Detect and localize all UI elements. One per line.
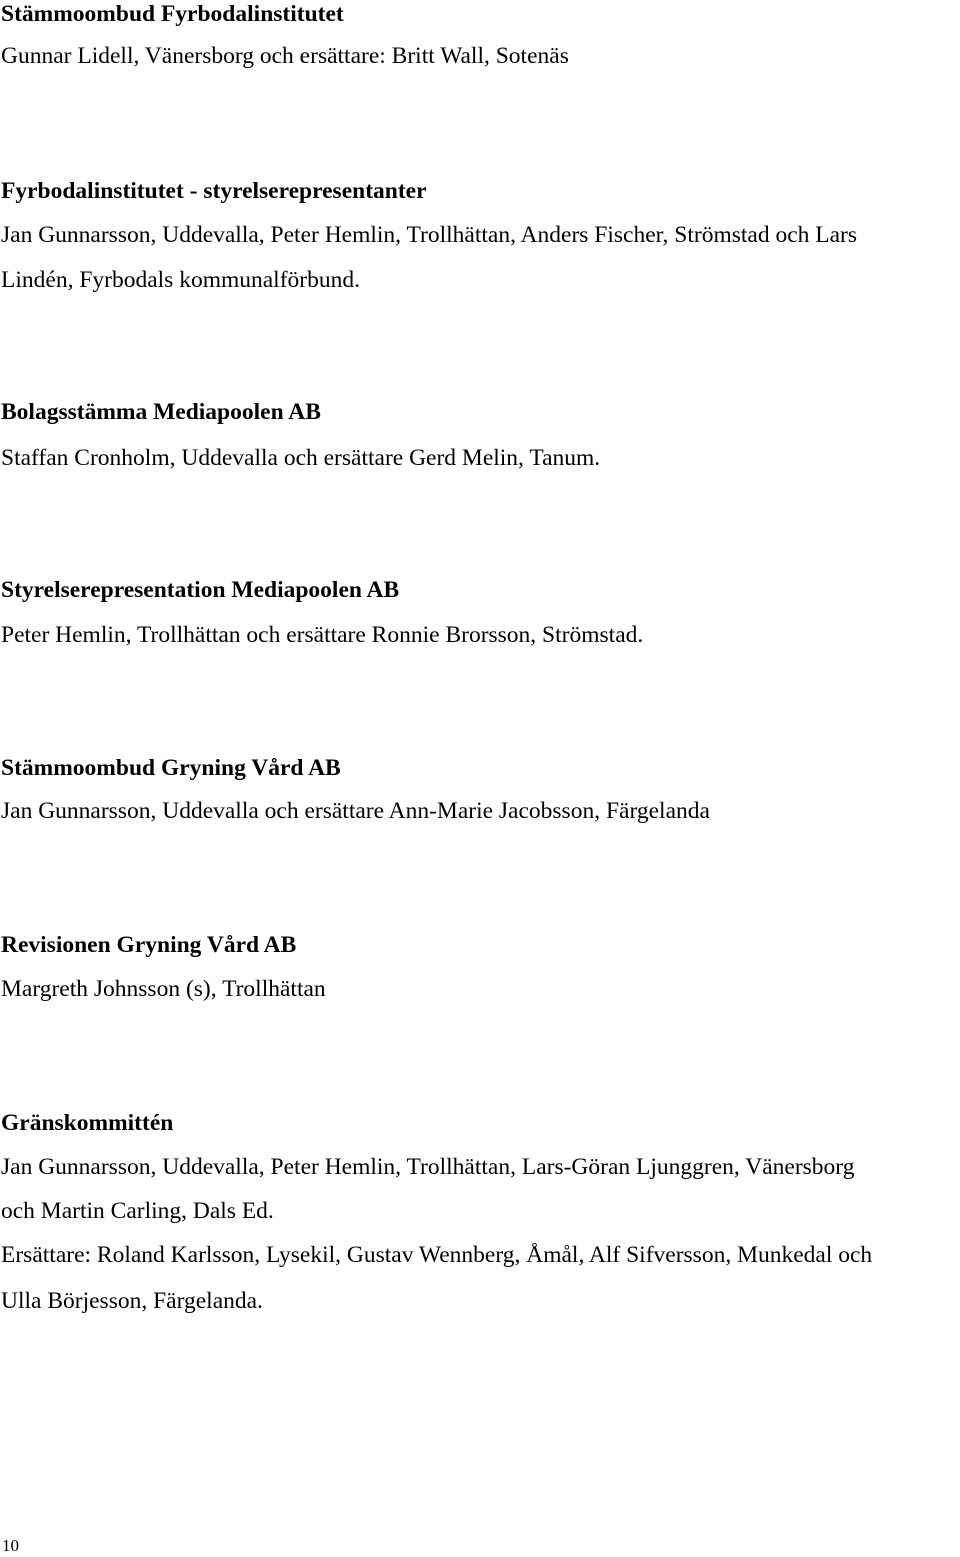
section-heading-bolagsstamma-mediapoolen: Bolagsstämma Mediapoolen AB	[1, 399, 321, 425]
section-heading-stammoombud-fyrbodalinstitutet: Stämmoombud Fyrbodalinstitutet	[1, 1, 344, 27]
section-text-granskommitten-4: Ulla Börjesson, Färgelanda.	[1, 1288, 263, 1314]
section-text-stammoombud-gryning: Jan Gunnarsson, Uddevalla och ersättare Ann-Marie Jacobsson, Färgelanda	[1, 798, 710, 824]
section-text-stammoombud-fyrbodalinstitutet: Gunnar Lidell, Vänersborg och ersättare: Britt Wall, Sotenäs	[1, 43, 569, 69]
section-heading-styrelserepresentation-mediapoolen: Styrelserepresentation Mediapoolen AB	[1, 577, 400, 603]
section-text-styrelserepresentation-mediapoolen: Peter Hemlin, Trollhättan och ersättare Ronnie Brorsson, Strömstad.	[1, 622, 644, 648]
section-text-revisionen-gryning: Margreth Johnsson (s), Trollhättan	[1, 976, 326, 1002]
section-text-granskommitten-2: och Martin Carling, Dals Ed.	[1, 1198, 274, 1224]
section-text-bolagsstamma-mediapoolen: Staffan Cronholm, Uddevalla och ersättare Gerd Melin, Tanum.	[1, 445, 601, 471]
section-heading-revisionen-gryning: Revisionen Gryning Vård AB	[1, 932, 297, 958]
section-heading-fyrbodalinstitutet-styrelse: Fyrbodalinstitutet - styrelserepresentanter	[1, 178, 427, 204]
section-heading-stammoombud-gryning: Stämmoombud Gryning Vård AB	[1, 755, 341, 781]
section-text-fyrbodalinstitutet-styrelse-2: Lindén, Fyrbodals kommunalförbund.	[1, 267, 360, 293]
section-heading-granskommitten: Gränskommittén	[1, 1110, 174, 1136]
section-text-granskommitten-1: Jan Gunnarsson, Uddevalla, Peter Hemlin, Trollhättan, Lars-Göran Ljunggren, Vänersborg	[1, 1154, 855, 1180]
page-number: 10	[2, 1536, 19, 1555]
section-text-fyrbodalinstitutet-styrelse-1: Jan Gunnarsson, Uddevalla, Peter Hemlin, Trollhättan, Anders Fischer, Strömstad och Lars	[1, 222, 858, 248]
section-text-granskommitten-3: Ersättare: Roland Karlsson, Lysekil, Gustav Wennberg, Åmål, Alf Sifversson, Munkedal och	[1, 1242, 873, 1268]
